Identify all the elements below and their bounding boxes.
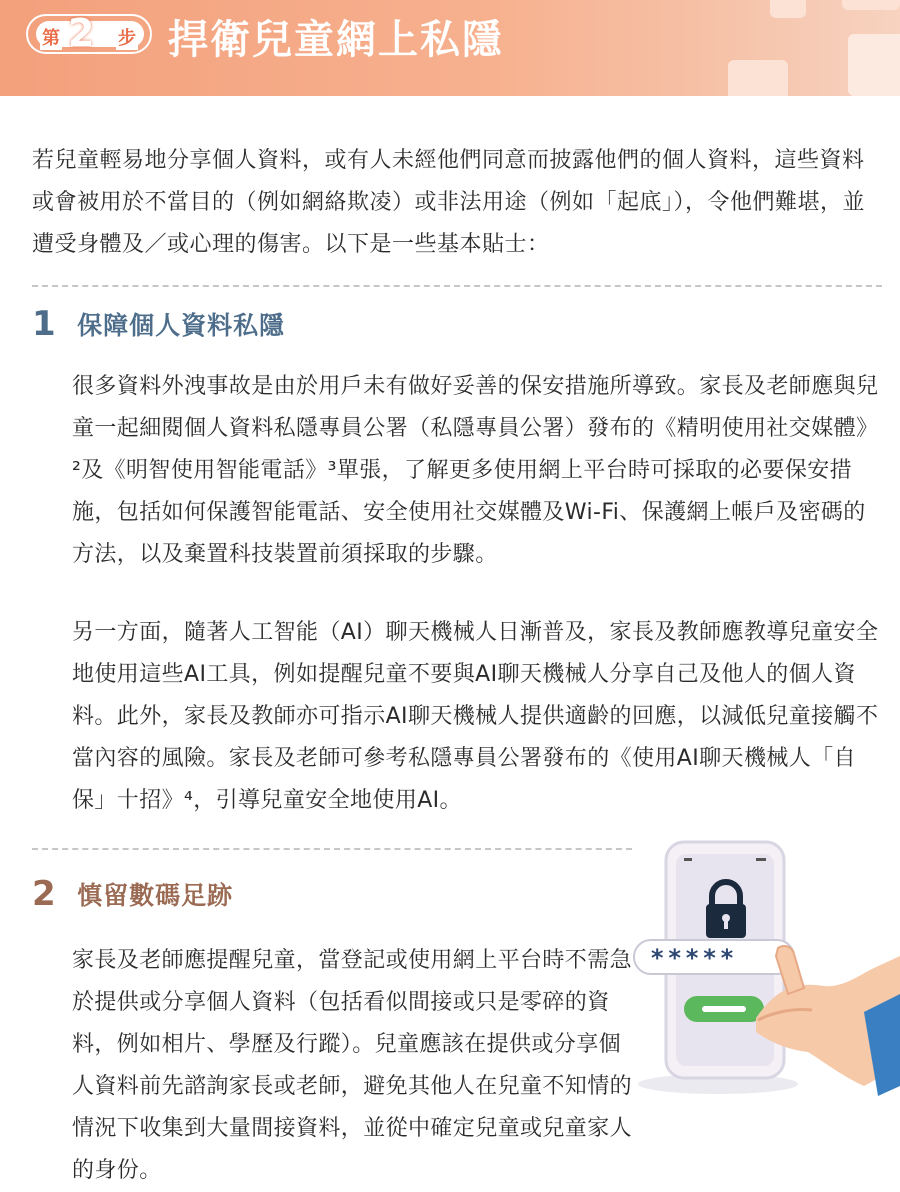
header-banner — [0, 0, 900, 96]
section-2-title: 慎留數碼足跡 — [77, 881, 234, 910]
phone-password-illustration — [628, 836, 900, 1106]
section-1-number: 1 — [32, 304, 56, 344]
section-1-paragraph-2: 另一方面，隨著人工智能（AI）聊天機械人日漸普及，家長及教師應教導兒童安全地使用這些AI工具，例如提醒兒童不要與AI聊天機械人分享自己及他人的個人資料。此外，家長及教師亦可指示AI聊天機械人提供適齡的回應，以減低兒童接觸不當內容的風險。家長及老師可參考私隱專員公署發布的《使用AI聊天機械人「自保」十招》⁴，引導兒童安全地使用AI。 — [72, 620, 879, 813]
page-title: 捍衛兒童網上私隱 — [168, 17, 504, 63]
section-divider — [32, 848, 632, 850]
section-2-number: 2 — [32, 874, 56, 914]
section-2-heading — [32, 874, 233, 914]
section-1-title: 保障個人資料私隱 — [77, 311, 286, 340]
intro-paragraph: 若兒童輕易地分享個人資料，或有人未經他們同意而披露他們的個人資料，這些資料或會被用於不當目的（例如網絡欺凌）或非法用途（例如「起底」），令他們難堪，並遭受身體及／或心理的傷害。以下是一些基本貼士： — [32, 148, 866, 257]
banner-decoration — [770, 0, 806, 18]
banner-decoration — [842, 0, 900, 10]
step-number: 2 — [68, 11, 95, 55]
section-divider — [32, 285, 882, 287]
section-1-paragraph-1: 很多資料外洩事故是由於用戶未有做好妥善的保安措施所導致。家長及老師應與兒童一起細閱個人資料私隱專員公署（私隱專員公署）發布的《精明使用社交媒體》²及《明智使用智能電話》³單張，了解更多使用網上平台時可採取的必要保安措施，包括如何保護智能電話、安全使用社交媒體及Wi-Fi、保護網上帳戶及密碼的方法，以及棄置科技裝置前須採取的步驟。 — [72, 374, 879, 567]
section-1-heading — [32, 304, 285, 344]
step-badge — [26, 11, 152, 55]
password-field-mask: ***** — [650, 944, 738, 972]
step-prefix: 第 — [40, 24, 62, 50]
phone-illustration-svg — [628, 836, 900, 1106]
banner-decoration — [728, 60, 788, 96]
banner-decoration — [848, 34, 900, 96]
step-suffix: 步 — [116, 24, 138, 50]
section-2-paragraph-1: 家長及老師應提醒兒童，當登記或使用網上平台時不需急於提供或分享個人資料（包括看似間接或只是零碎的資料，例如相片、學歷及行蹤）。兒童應該在提供或分享個人資料前先諮詢家長或老師，避免其他人在兒童不知情的情況下收集到大量間接資料，並從中確定兒童或兒童家人的身份。 — [72, 948, 633, 1183]
